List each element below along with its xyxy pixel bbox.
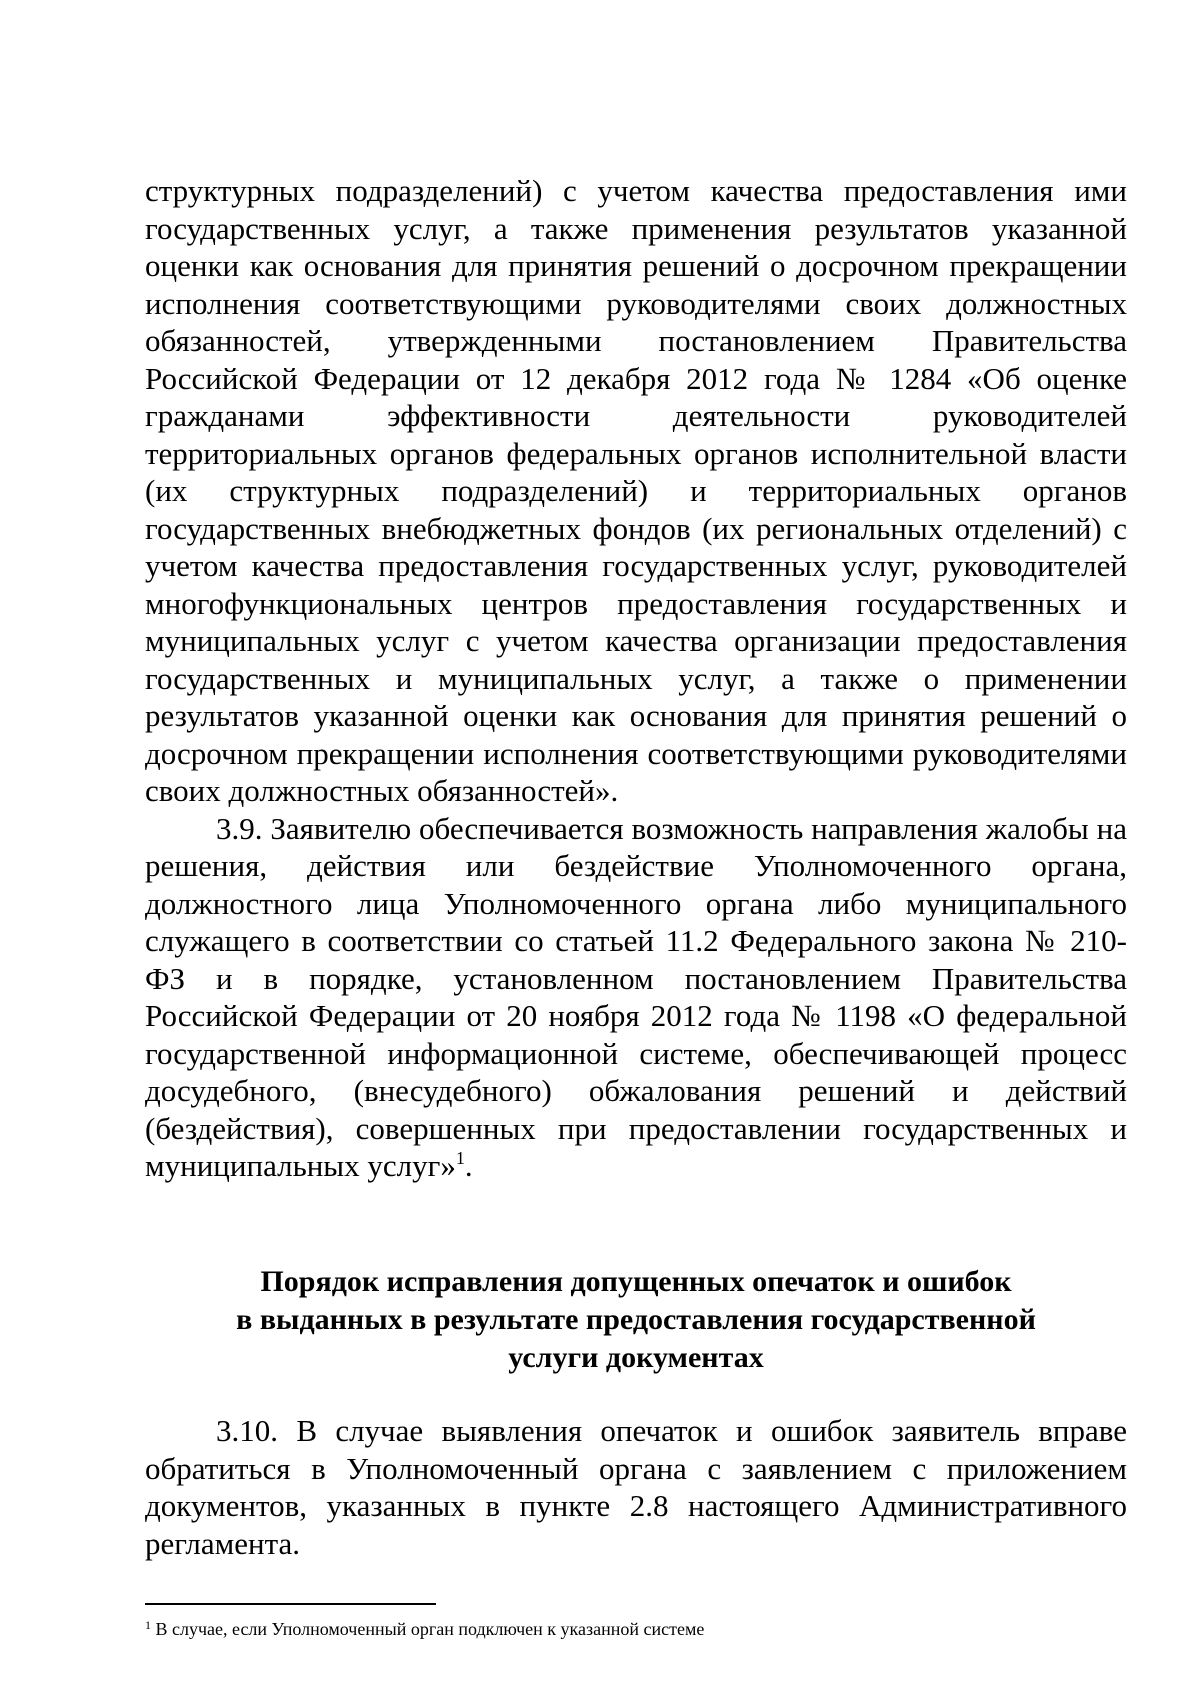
footnote bbox=[145, 1618, 1127, 1640]
paragraph-3-9-end: . bbox=[464, 1148, 473, 1183]
section-heading bbox=[145, 1263, 1127, 1377]
footnote-reference[interactable]: 1 bbox=[455, 1148, 465, 1168]
footnote-marker: 1 bbox=[145, 1618, 151, 1632]
paragraph-3-9 bbox=[145, 810, 1127, 1185]
section-heading-line-3: услуги документах bbox=[508, 1341, 764, 1374]
section-heading-line-1: Порядок исправления допущенных опечаток и ошибок bbox=[260, 1265, 1012, 1298]
document-body bbox=[145, 172, 1127, 1185]
document-body-2 bbox=[145, 1412, 1127, 1562]
footnote-text: В случае, если Уполномоченный орган подключен к указанной системе bbox=[151, 1619, 705, 1639]
paragraph-continuation: структурных подразделений) с учетом качества предоставления ими государственных услуг, а также применения результатов указанной оценки как основания для принятия решений о досрочном прекращении исполнения соответствующими руководителями своих должностных обязанностей, утвержденными постановлением Правительства Российской Федерации от 12 декабря 2012 года № 1284 «Об оценке гражданами эффективности деятельности руководителей территориальных органов федеральных органов исполнительной власти (их структурных подразделений) и территориальных органов государственных внебюджетных фондов (их региональных отделений) с учетом качества предоставления государственных услуг, руководителей многофункциональных центров предоставления государственных и муниципальных услуг с учетом качества организации предоставления государственных и муниципальных услуг, а также о применении результатов указанной оценки как основания для принятия решений о досрочном прекращении исполнения соответствующими руководителями своих должностных обязанностей». bbox=[145, 173, 1127, 808]
paragraph-3-10: 3.10. В случае выявления опечаток и ошибок заявитель вправе обратиться в Уполномоченный органа с заявлением с приложением документов, указанных в пункте 2.8 настоящего Административного регламента. bbox=[145, 1413, 1127, 1561]
footnote-separator bbox=[145, 1603, 436, 1605]
paragraph-3-9-text: 3.9. Заявителю обеспечивается возможность направления жалобы на решения, действия или бездействие Уполномоченного органа, должностного лица Уполномоченного органа либо муниципального служащего в соответствии со статьей 11.2 Федерального закона № 210-ФЗ и в порядке, установленном постановлением Правительства Российской Федерации от 20 ноября 2012 года № 1198 «О федеральной государственной информационной системе, обеспечивающей процесс досудебного, (внесудебного) обжалования решений и действий (бездействия), совершенных при предоставлении государственных и муниципальных услуг» bbox=[145, 810, 1127, 1183]
section-heading-line-2: в выданных в результате предоставления государственной bbox=[236, 1303, 1036, 1336]
